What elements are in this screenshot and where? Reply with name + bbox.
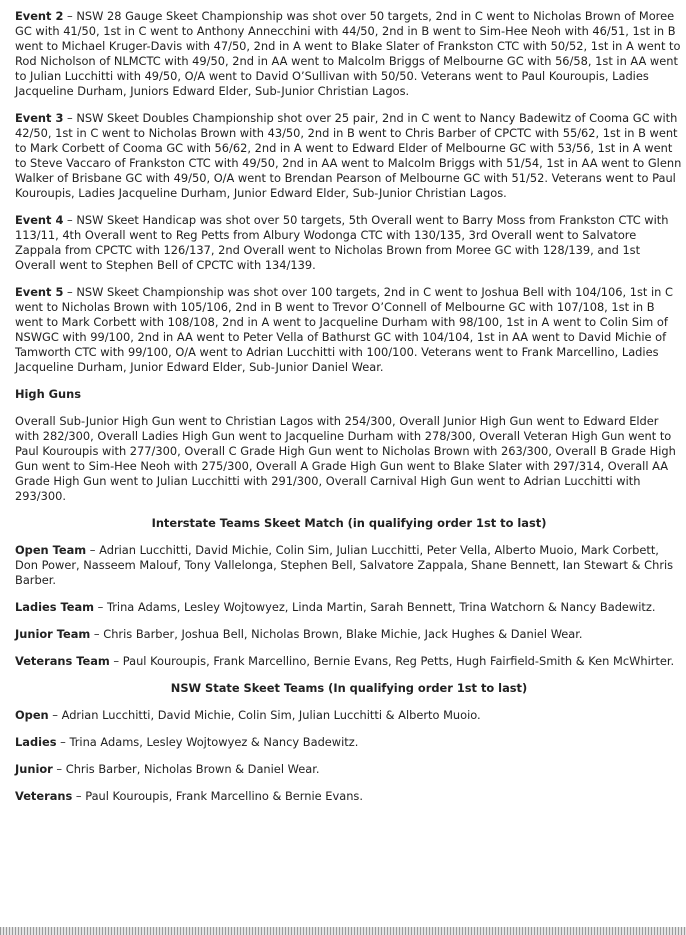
state-junior-team (15, 762, 683, 777)
team-label: Ladies (15, 735, 57, 749)
event-3-paragraph (15, 111, 683, 201)
state-open-team (15, 708, 683, 723)
interstate-junior-team (15, 627, 683, 642)
team-label: Ladies Team (15, 600, 95, 614)
event-2-paragraph (15, 9, 683, 99)
event-4-label: Event 4 (15, 213, 64, 227)
event-3-text: – NSW Skeet Doubles Championship shot over 25 pair, 2nd in C went to Nancy Badewitz of Cooma GC with 42/50, 1st in C went to Nicholas Brown with 43/50, 2nd in B went to Chris Barber of CPCTC with 55/62, 1st in B went to Mark Corbett of Cooma GC with 56/62, 2nd in A went to Edward Elder of Melbourne GC with 53/56, 1st in A went to Steve Vaccaro of Frankston CTC with 49/50, 2nd in AA went to Malcolm Briggs with 51/54, 1st in AA went to Glenn Walker of Brisbane GC with 49/50, O/A went to Brendan Pearson of Melbourne GC with 51/52. Veterans went to Paul Kouroupis, Ladies Jacqueline Durham, Junior Edward Elder, Sub-Junior Christian Lagos. (15, 111, 682, 200)
team-members: – Trina Adams, Lesley Wojtowyez & Nancy Badewitz. (56, 735, 359, 749)
event-2-text: – NSW 28 Gauge Skeet Championship was shot over 50 targets, 2nd in C went to Nicholas Brown of Moree GC with 41/50, 1st in C went to Anthony Annecchini with 44/50, 2nd in B went to Sim-Hee Neoh with 46/51, 1st in B went to Michael Kruger-Davis with 47/50, 2nd in A went to Blake Slater of Frankston CTC with 50/52, 1st in A went to Rod Nicholson of NLMCTC with 49/50, 2nd in AA went to Malcolm Briggs of Melbourne GC with 56/58, 1st in AA went to Julian Lucchitti with 49/50, O/A went to David O’Sullivan with 50/50. Veterans went to Paul Kouroupis, Ladies Jacqueline Durham, Juniors Edward Elder, Sub-Junior Christian Lagos. (15, 9, 681, 98)
event-3-label: Event 3 (15, 111, 64, 125)
team-members: – Adrian Lucchitti, David Michie, Colin Sim, Julian Lucchitti & Alberto Muoio. (48, 708, 481, 722)
team-members: – Paul Kouroupis, Frank Marcellino, Bernie Evans, Reg Petts, Hugh Fairfield-Smith & Ken McWhirter. (109, 654, 675, 668)
team-label: Junior Team (15, 627, 91, 641)
high-guns-paragraph: Overall Sub-Junior High Gun went to Christian Lagos with 254/300, Overall Junior High Gun went to Edward Elder with 282/300, Overall Ladies High Gun went to Jacqueline Durham with 278/300, Overall Veteran High Gun went to Paul Kouroupis with 277/300, Overall C Grade High Gun went to Nicholas Brown with 263/300, Overall B Grade High Gun went to Sim-Hee Neoh with 275/300, Overall A Grade High Gun went to Blake Slater with 297/314, Overall AA Grade High Gun went to Julian Lucchitti with 291/300, Overall Carnival High Gun went to Adrian Lucchitti with 293/300. (15, 414, 676, 503)
team-members: – Paul Kouroupis, Frank Marcellino & Bernie Evans. (72, 789, 363, 803)
state-ladies-team (15, 735, 683, 750)
team-label: Open Team (15, 543, 87, 557)
team-members: – Adrian Lucchitti, David Michie, Colin Sim, Julian Lucchitti, Peter Vella, Alberto Muoio, Mark Corbett, Don Power, Nasseem Malouf, Tony Vallelonga, Stephen Bell, Salvatore Zappala, Shane Bennett, Ian Stewart & Chris Barber. (15, 543, 674, 587)
event-5-text: – NSW Skeet Championship was shot over 100 targets, 2nd in C went to Joshua Bell with 104/106, 1st in C went to Nicholas Brown with 105/106, 2nd in B went to Trevor O’Connell of Melbourne GC with 107/108, 1st in B went to Mark Corbett with 108/108, 2nd in A went to Jacqueline Durham with 98/100, 1st in A went to Colin Sim of NSWGC with 99/100, 2nd in AA went to Peter Vella of Bathurst GC with 104/104, 1st in AA went to David Michie of Tamworth CTC with 99/100, O/A went to Adrian Lucchitti with 100/100. Veterans went to Frank Marcellino, Ladies Jacqueline Durham, Junior Edward Elder, Sub-Junior Daniel Wear. (15, 285, 673, 374)
high-guns-heading: High Guns (15, 387, 82, 401)
state-veterans-team (15, 789, 683, 804)
team-label: Junior (15, 762, 53, 776)
event-5-paragraph (15, 285, 683, 375)
team-label: Open (15, 708, 49, 722)
team-label: Veterans Team (15, 654, 110, 668)
event-4-text: – NSW Skeet Handicap was shot over 50 targets, 5th Overall went to Barry Moss from Frankston CTC with 113/11, 4th Overall went to Reg Petts from Albury Wodonga CTC with 130/135, 3rd Overall went to Salvatore Zappala from CPCTC with 126/137, 2nd Overall went to Nicholas Brown from Moree GC with 128/139, and 1st Overall went to Stephen Bell of CPCTC with 134/139. (15, 213, 669, 272)
footer-divider (0, 927, 686, 935)
interstate-ladies-team (15, 600, 683, 615)
article-body (15, 9, 683, 816)
team-label: Veterans (15, 789, 73, 803)
interstate-open-team (15, 543, 683, 588)
event-4-paragraph (15, 213, 683, 273)
team-members: – Chris Barber, Nicholas Brown & Daniel Wear. (52, 762, 320, 776)
interstate-teams-heading: Interstate Teams Skeet Match (in qualifying order 1st to last) (151, 516, 547, 530)
team-members: – Chris Barber, Joshua Bell, Nicholas Brown, Blake Michie, Jack Hughes & Daniel Wear. (90, 627, 583, 641)
event-2-label: Event 2 (15, 9, 64, 23)
team-members: – Trina Adams, Lesley Wojtowyez, Linda Martin, Sarah Bennett, Trina Watchorn & Nancy Badewitz. (94, 600, 656, 614)
state-teams-heading: NSW State Skeet Teams (In qualifying order 1st to last) (170, 681, 528, 695)
interstate-veterans-team (15, 654, 683, 669)
event-5-label: Event 5 (15, 285, 64, 299)
